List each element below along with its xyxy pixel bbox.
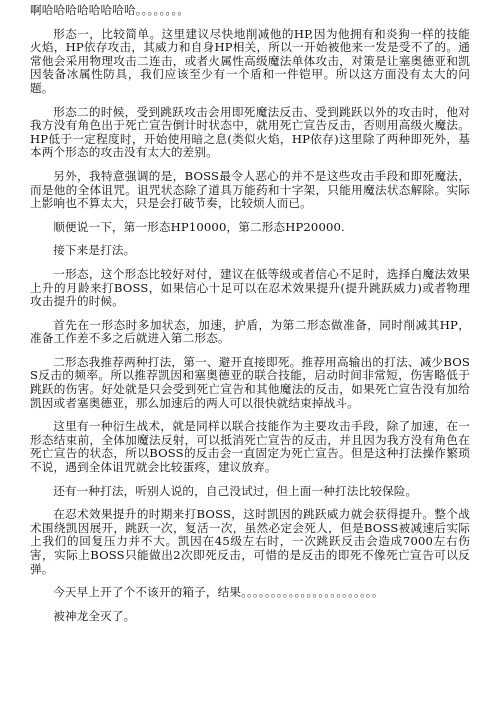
paragraph-strategy-heading: 接下来是打法。 (53, 243, 136, 258)
paragraph-curse: 另外，我特意强调的是，BOSS最令人恶心的并不是这些攻击手段和即死魔法，而是他的全体诅咒。诅咒状态除了道具万能药和十字架，只能用魔法状态解除。实际上影响也不算太大，只是会打破节奏，比较烦人而已。 (30, 168, 470, 211)
paragraph-alternative: 还有一种打法，听别人说的，自己没试过，但上面一种打法比较保险。 (53, 483, 418, 498)
paragraph-preparation: 首先在一形态时多加状态，加速，护盾，为第二形态做准备，同时削减其HP，准备工作差不多之后就进入第二形态。 (30, 317, 470, 346)
paragraph-hp-info: 顺便说一下，第一形态HP10000，第二形态HP20000. (53, 219, 345, 234)
paragraph-wipe: 被神龙全灭了。 (53, 608, 136, 623)
paragraph-derived-tactic: 这里有一种衍生战术，就是同样以联合技能作为主要攻击手段，除了加速，在一形态结束前，全体加魔法反射，可以抵消死亡宣告的反击，并且因为我方没有角色在死亡宣告的状态，所以BOSS的反击会一直固定为死亡宣告。但是这种打法操作繁琐不说，遇到全体诅咒就会比较蛋疼，建议放弃。 (30, 419, 470, 475)
paragraph-intro: 啊哈哈哈哈哈哈哈哈。。。。。。。。 (30, 3, 190, 17)
document-body (30, 4, 470, 633)
paragraph-form-one: 形态一，比较简单。这里建议尽快地削减他的HP,因为他拥有和炎狗一样的技能火焰，HP依存攻击，其威力和自身HP相关，所以一开始被他来一发是受不了的。通常他会采用物理攻击二连击，或者火属性高级魔法单体攻击，对策是让塞奥德亚和凯因装备冰属性防具，我们应该至少有一个盾和一件铠甲。所以这方面没有太大的问题。 (30, 26, 470, 95)
paragraph-form-two: 形态二的时候，受到跳跃攻击会用即死魔法反击、受到跳跃以外的攻击时，他对我方没有角色出于死亡宣告倒计时状态中，就用死亡宣告反击，否则用高级火魔法。HP低于一定程度时，开始使用暗之息(类似火焰，HP依存)这里除了两种即死外，基本两个形态的攻击没有太大的差别。 (30, 104, 470, 160)
paragraph-box: 今天早上开了个不该开的箱子，结果。。。。。。。。。。。。。。。。。。。。。。。 (53, 585, 384, 600)
paragraph-ninjutsu-tactic: 在忍术效果提升的时期来打BOSS，这时凯因的跳跃威力就会获得提升。整个战术围绕凯因展开，跳跃一次，复活一次，虽然必定会死人，但是BOSS被减速后实际上我们的回复压力并不大。凯因在45级左右时，一次跳跃反击会造成7000左右伤害，实际上BOSS只能做出2次即死反击，可惜的是反击的即死不像死亡宣告可以反弹。 (30, 507, 470, 576)
paragraph-form-one-strategy: 一形态，这个形态比较好对付，建议在低等级或者信心不足时，选择白魔法效果上升的月龄来打BOSS，如果信心十足可以在忍术效果提升(提升跳跃威力)或者物理攻击提升的时候。 (30, 266, 470, 309)
paragraph-form-two-strategy: 二形态我推荐两种打法，第一、避开直接即死。推荐用高输出的打法、减少BOSS反击的频率。所以推荐凯因和塞奥德亚的联合技能，启动时间非常短，伤害略低于跳跃的伤害。好处就是只会受到死亡宣告和其他魔法的反击，如果死亡宣告没有加给凯因或者塞奥德亚，那么加速后的两人可以很快就结束掉战斗。 (30, 354, 470, 410)
